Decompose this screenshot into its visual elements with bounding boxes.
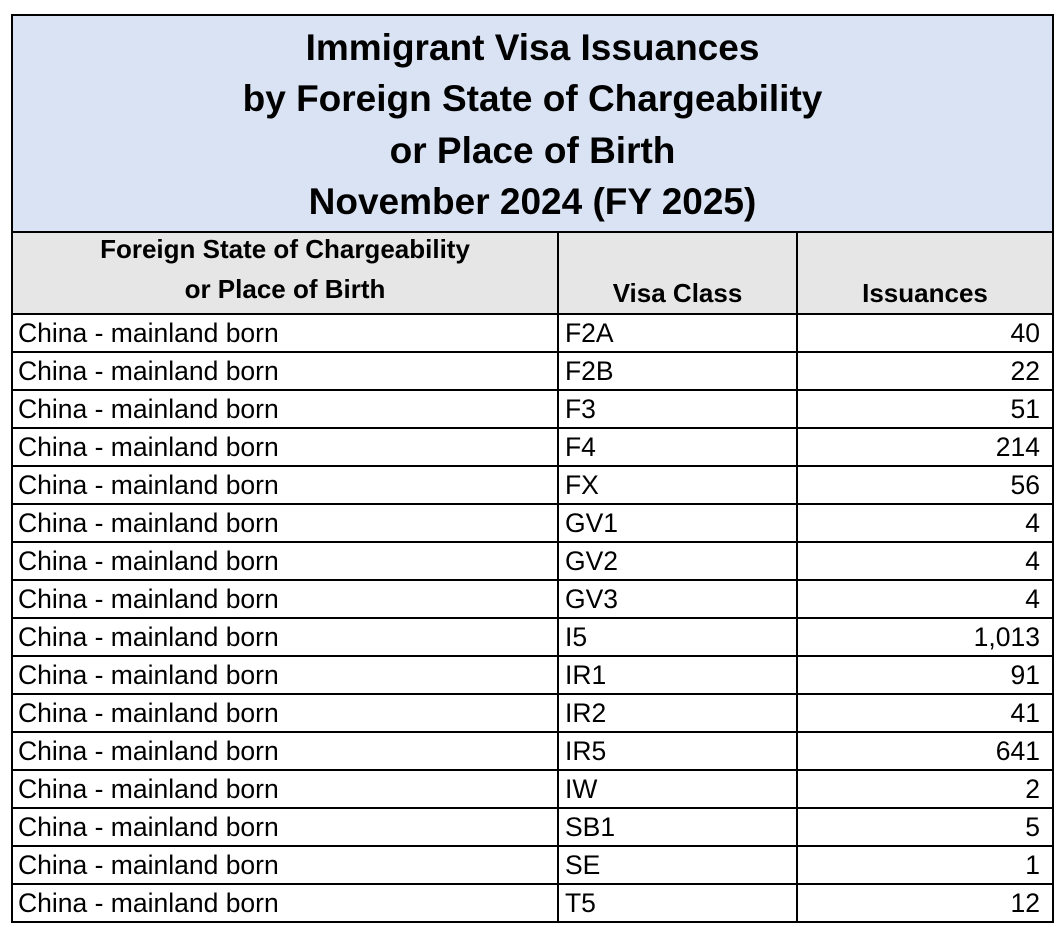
cell-issuances[interactable]: 40 bbox=[797, 314, 1052, 352]
table-row bbox=[13, 808, 1052, 846]
cell-issuances[interactable]: 22 bbox=[797, 352, 1052, 390]
title-line-3: or Place of Birth bbox=[389, 129, 676, 171]
table-row bbox=[13, 846, 1052, 884]
header-issuances: Issuances bbox=[797, 233, 1052, 314]
cell-visa-class[interactable]: IR2 bbox=[558, 694, 797, 732]
report-title bbox=[13, 16, 1052, 233]
cell-visa-class[interactable]: IR1 bbox=[558, 656, 797, 694]
cell-issuances[interactable]: 4 bbox=[797, 580, 1052, 618]
cell-foreign-state[interactable]: China - mainland born bbox=[13, 504, 558, 542]
table-row bbox=[13, 352, 1052, 390]
title-line-4: November 2024 (FY 2025) bbox=[308, 181, 757, 222]
cell-visa-class[interactable]: T5 bbox=[558, 884, 797, 922]
cell-issuances[interactable]: 641 bbox=[797, 732, 1052, 770]
header-foreign-state-line2: or Place of Birth bbox=[184, 274, 386, 304]
cell-issuances[interactable]: 1 bbox=[797, 846, 1052, 884]
cell-foreign-state[interactable]: China - mainland born bbox=[13, 390, 558, 428]
cell-foreign-state[interactable]: China - mainland born bbox=[13, 846, 558, 884]
table-row bbox=[13, 466, 1052, 504]
header-row bbox=[13, 233, 1052, 314]
cell-issuances[interactable]: 214 bbox=[797, 428, 1052, 466]
cell-issuances[interactable]: 12 bbox=[797, 884, 1052, 922]
cell-foreign-state[interactable]: China - mainland born bbox=[13, 618, 558, 656]
table-row bbox=[13, 884, 1052, 922]
title-line-2: by Foreign State of Chargeability bbox=[242, 78, 823, 119]
header-foreign-state bbox=[13, 233, 558, 314]
cell-foreign-state[interactable]: China - mainland born bbox=[13, 732, 558, 770]
issuances-table bbox=[13, 233, 1052, 923]
table-row bbox=[13, 428, 1052, 466]
cell-visa-class[interactable]: FX bbox=[558, 466, 797, 504]
spreadsheet bbox=[11, 14, 1054, 923]
table-row bbox=[13, 656, 1052, 694]
cell-visa-class[interactable]: F3 bbox=[558, 390, 797, 428]
cell-issuances[interactable]: 2 bbox=[797, 770, 1052, 808]
cell-visa-class[interactable]: SE bbox=[558, 846, 797, 884]
table-row bbox=[13, 580, 1052, 618]
table-row bbox=[13, 542, 1052, 580]
cell-foreign-state[interactable]: China - mainland born bbox=[13, 580, 558, 618]
cell-foreign-state[interactable]: China - mainland born bbox=[13, 694, 558, 732]
header-visa-class: Visa Class bbox=[558, 233, 797, 314]
table-row bbox=[13, 504, 1052, 542]
table-row bbox=[13, 694, 1052, 732]
cell-issuances[interactable]: 5 bbox=[797, 808, 1052, 846]
cell-visa-class[interactable]: IR5 bbox=[558, 732, 797, 770]
table-body bbox=[13, 314, 1052, 922]
cell-visa-class[interactable]: GV2 bbox=[558, 542, 797, 580]
cell-foreign-state[interactable]: China - mainland born bbox=[13, 314, 558, 352]
cell-issuances[interactable]: 1,013 bbox=[797, 618, 1052, 656]
title-line-1: Immigrant Visa Issuances bbox=[305, 26, 760, 68]
cell-visa-class[interactable]: F2B bbox=[558, 352, 797, 390]
cell-issuances[interactable]: 4 bbox=[797, 542, 1052, 580]
cell-foreign-state[interactable]: China - mainland born bbox=[13, 770, 558, 808]
cell-foreign-state[interactable]: China - mainland born bbox=[13, 352, 558, 390]
table-row bbox=[13, 314, 1052, 352]
table-row bbox=[13, 618, 1052, 656]
cell-visa-class[interactable]: I5 bbox=[558, 618, 797, 656]
cell-foreign-state[interactable]: China - mainland born bbox=[13, 884, 558, 922]
cell-issuances[interactable]: 4 bbox=[797, 504, 1052, 542]
cell-foreign-state[interactable]: China - mainland born bbox=[13, 542, 558, 580]
cell-visa-class[interactable]: F4 bbox=[558, 428, 797, 466]
cell-foreign-state[interactable]: China - mainland born bbox=[13, 428, 558, 466]
table-row bbox=[13, 770, 1052, 808]
cell-visa-class[interactable]: GV1 bbox=[558, 504, 797, 542]
table-row bbox=[13, 732, 1052, 770]
cell-visa-class[interactable]: F2A bbox=[558, 314, 797, 352]
cell-issuances[interactable]: 41 bbox=[797, 694, 1052, 732]
cell-visa-class[interactable]: SB1 bbox=[558, 808, 797, 846]
cell-foreign-state[interactable]: China - mainland born bbox=[13, 466, 558, 504]
table-row bbox=[13, 390, 1052, 428]
cell-issuances[interactable]: 56 bbox=[797, 466, 1052, 504]
cell-foreign-state[interactable]: China - mainland born bbox=[13, 656, 558, 694]
header-foreign-state-line1: Foreign State of Chargeability bbox=[100, 234, 470, 264]
cell-visa-class[interactable]: IW bbox=[558, 770, 797, 808]
cell-issuances[interactable]: 91 bbox=[797, 656, 1052, 694]
cell-visa-class[interactable]: GV3 bbox=[558, 580, 797, 618]
cell-issuances[interactable]: 51 bbox=[797, 390, 1052, 428]
cell-foreign-state[interactable]: China - mainland born bbox=[13, 808, 558, 846]
